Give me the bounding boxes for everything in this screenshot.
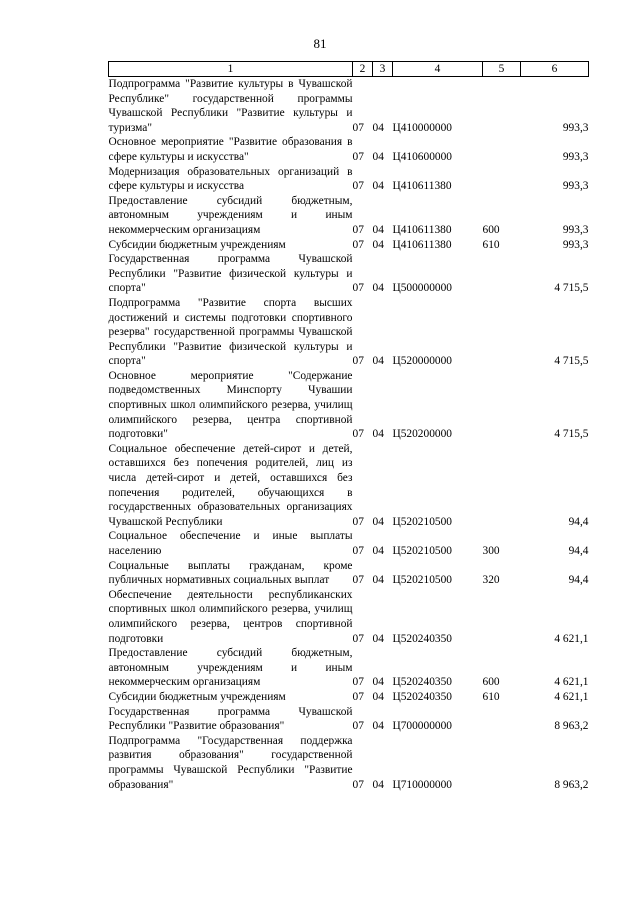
row-amount: 94,4 [568, 574, 589, 587]
row-expense-type: 300 [482, 545, 500, 557]
row-name: Государственная программа Чувашской Республики "Развитие физической культуры и спорта" [108, 253, 353, 295]
row-amount: 4 621,1 [554, 676, 589, 689]
row-section: 07 [352, 121, 364, 134]
row-subsection: 04 [372, 545, 384, 557]
row-section: 07 [352, 690, 364, 703]
row-subsection: 04 [372, 778, 384, 791]
row-amount: 94,4 [568, 545, 589, 557]
row-expense-type [483, 442, 521, 530]
row-amount: 993,3 [562, 150, 589, 163]
row-section: 07 [352, 238, 364, 251]
row-target-code: Ц500000000 [392, 282, 452, 295]
table-row [109, 238, 589, 253]
row-target-code: Ц520240350 [392, 632, 452, 645]
row-amount: 993,3 [562, 121, 589, 134]
row-name: Обеспечение деятельности республиканских спортивных школ олимпийского резерва, училищ олимпийского резерва, центров спортивной подготовки [108, 588, 353, 645]
row-target-code: Ц520200000 [392, 428, 452, 441]
row-expense-type [483, 252, 521, 296]
row-expense-type: 600 [482, 676, 500, 689]
table-row [109, 734, 589, 792]
row-amount: 4 715,5 [554, 355, 589, 368]
row-target-code: Ц410611380 [392, 223, 452, 236]
budget-table [108, 61, 589, 792]
row-target-code: Ц710000000 [392, 778, 452, 791]
row-subsection: 04 [372, 223, 384, 236]
row-target-code: Ц520240350 [392, 676, 452, 689]
row-subsection: 04 [372, 720, 384, 733]
table-row [109, 194, 589, 238]
row-amount: 993,3 [562, 180, 589, 193]
row-target-code: Ц410611380 [392, 238, 452, 251]
row-expense-type [483, 77, 521, 136]
row-subsection: 04 [372, 180, 384, 193]
page-number: 81 [313, 36, 327, 51]
row-name: Подпрограмма "Развитие спорта высших достижений и системы подготовки спортивного резерва" государственной программы Чувашской Республики "Развитие физической культуры и спорта" [108, 296, 353, 368]
row-section: 07 [352, 355, 364, 368]
row-section: 07 [352, 282, 364, 295]
row-expense-type [483, 369, 521, 442]
table-row [109, 559, 589, 588]
row-name: Субсидии бюджетным учреждениям [108, 238, 286, 251]
row-subsection: 04 [372, 676, 384, 689]
row-name: Предоставление субсидий бюджетным, автономным учреждениям и иным некоммерческим организациям [108, 647, 353, 689]
row-expense-type [483, 296, 521, 369]
row-expense-type: 610 [482, 690, 500, 703]
row-section: 07 [352, 150, 364, 163]
row-name: Социальное обеспечение и иные выплаты населению [108, 530, 353, 557]
row-section: 07 [352, 632, 364, 645]
table-header-row [109, 62, 589, 77]
row-subsection: 04 [372, 150, 384, 163]
row-amount: 94,4 [568, 515, 589, 528]
column-header-5: 5 [483, 62, 521, 77]
column-header-4: 4 [393, 62, 483, 77]
row-target-code: Ц520240350 [392, 690, 452, 703]
row-section: 07 [352, 574, 364, 587]
row-target-code: Ц520210500 [392, 574, 452, 587]
row-amount: 4 715,5 [554, 282, 589, 295]
row-amount: 4 621,1 [554, 690, 589, 703]
row-target-code: Ц520210500 [392, 515, 452, 528]
row-expense-type [483, 588, 521, 646]
row-expense-type [483, 734, 521, 792]
row-amount: 4 715,5 [554, 428, 589, 441]
row-amount: 4 621,1 [554, 632, 589, 645]
row-expense-type [483, 705, 521, 734]
row-name: Социальное обеспечение детей-сирот и детей, оставшихся без попечения родителей, лиц из числа детей-сирот и детей, оставшихся без попечения родителей, обучающихся в государственных образовательных организациях Чувашской Республики [108, 442, 353, 528]
table-row [109, 165, 589, 194]
table-body [109, 77, 589, 793]
column-header-1: 1 [109, 62, 353, 77]
row-section: 07 [352, 428, 364, 441]
row-subsection: 04 [372, 515, 384, 528]
table-row [109, 77, 589, 136]
table-row [109, 690, 589, 705]
row-name: Подпрограмма "Развитие культуры в Чувашской Республике" государственной программы Чувашской Республики "Развитие культуры и туризма" [108, 78, 353, 134]
row-expense-type [483, 165, 521, 194]
row-target-code: Ц410600000 [392, 150, 452, 163]
row-target-code: Ц520210500 [392, 545, 452, 557]
row-subsection: 04 [372, 428, 384, 441]
table-row [109, 588, 589, 646]
row-amount: 8 963,2 [554, 720, 589, 733]
row-target-code: Ц520000000 [392, 355, 452, 368]
row-name: Социальные выплаты гражданам, кроме публичных нормативных социальных выплат [108, 559, 353, 587]
row-expense-type [483, 135, 521, 164]
row-section: 07 [352, 515, 364, 528]
row-name: Предоставление субсидий бюджетным, автономным учреждениям и иным некоммерческим организациям [108, 194, 353, 236]
row-section: 07 [352, 720, 364, 733]
row-subsection: 04 [372, 121, 384, 134]
row-subsection: 04 [372, 355, 384, 368]
row-expense-type: 320 [482, 574, 500, 587]
row-section: 07 [352, 545, 364, 557]
row-amount: 993,3 [562, 238, 589, 251]
table-row [109, 252, 589, 296]
row-amount: 8 963,2 [554, 778, 589, 791]
row-section: 07 [352, 180, 364, 193]
row-expense-type: 610 [482, 238, 500, 251]
table-row [109, 442, 589, 530]
row-name: Государственная программа Чувашской Республики "Развитие образования" [108, 705, 353, 733]
table-row [109, 296, 589, 369]
row-amount: 993,3 [562, 223, 589, 236]
row-name: Подпрограмма "Государственная поддержка развития образования" государственной программы Чувашской Республики "Развитие образования" [108, 734, 353, 791]
table-row [109, 369, 589, 442]
column-header-6: 6 [521, 62, 589, 77]
row-section: 07 [352, 223, 364, 236]
table-row [109, 529, 589, 558]
table-row [109, 135, 589, 164]
row-subsection: 04 [372, 238, 384, 251]
row-subsection: 04 [372, 574, 384, 587]
row-name: Основное мероприятие "Содержание подведомственных Минспорту Чувашии спортивных школ олимпийского резерва, училищ олимпийского резерва, центра спортивной подготовки" [108, 369, 353, 441]
column-header-2: 2 [353, 62, 373, 77]
table-row [109, 705, 589, 734]
row-subsection: 04 [372, 282, 384, 295]
row-target-code: Ц410611380 [392, 180, 452, 193]
table-row [109, 646, 589, 690]
row-expense-type: 600 [482, 223, 500, 236]
row-name: Модернизация образовательных организаций в сфере культуры и искусства [108, 165, 353, 193]
row-target-code: Ц700000000 [392, 720, 452, 733]
row-section: 07 [352, 778, 364, 791]
row-name: Субсидии бюджетным учреждениям [108, 690, 286, 703]
row-target-code: Ц410000000 [392, 121, 452, 134]
row-section: 07 [352, 676, 364, 689]
column-header-3: 3 [373, 62, 393, 77]
row-name: Основное мероприятие "Развитие образования в сфере культуры и искусства" [108, 136, 353, 163]
row-subsection: 04 [372, 632, 384, 645]
row-subsection: 04 [372, 690, 384, 703]
